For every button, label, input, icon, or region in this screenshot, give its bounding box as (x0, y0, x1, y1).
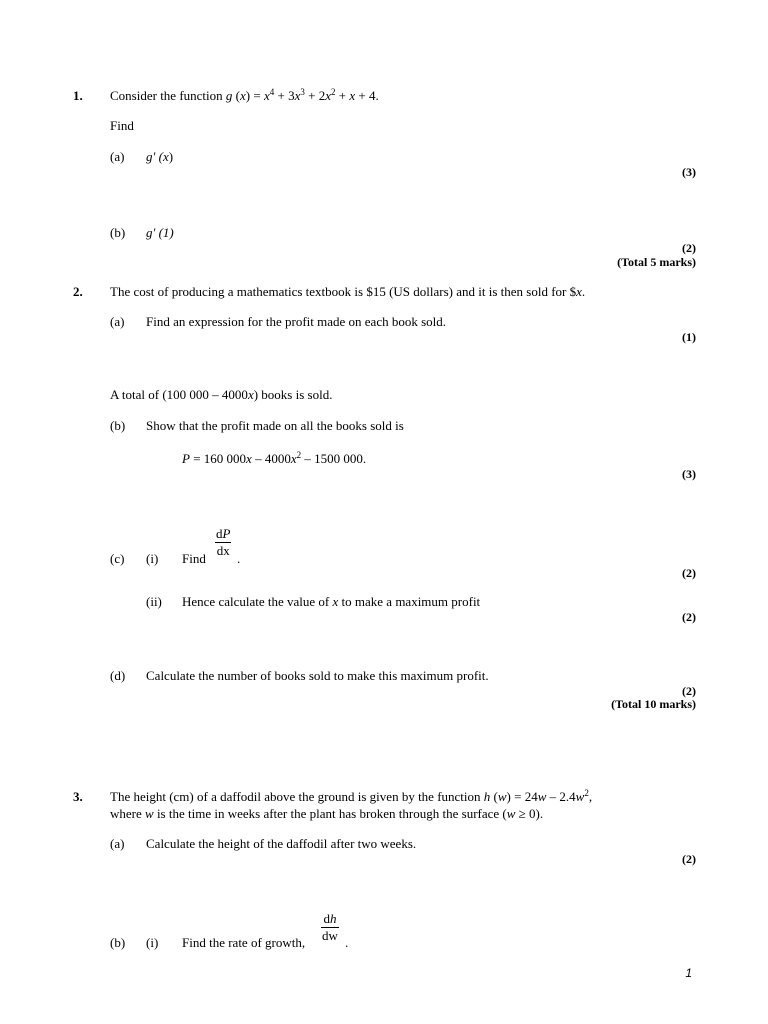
q2-cii-text: Hence calculate the value of x to make a maximum profit (182, 594, 481, 609)
q2-cii-marks: (2) (682, 610, 696, 624)
q3-dh-dw-fraction (321, 911, 339, 944)
q2-ci-marks: (2) (682, 566, 696, 580)
page-number: 1 (685, 966, 692, 980)
q2-ci-label: (i) (146, 551, 159, 566)
q2-a-text: Find an expression for the profit made on each book sold. (146, 314, 447, 329)
q1-b-label: (b) (110, 225, 126, 240)
q3-bi-end: . (345, 935, 349, 950)
q2-d-text: Calculate the number of books sold to make this maximum profit. (146, 668, 489, 683)
q2-number: 2. (73, 284, 83, 299)
q2-b-text: Show that the profit made on all the books sold is (146, 418, 404, 433)
q1-b-marks: (2) (682, 241, 696, 255)
q2-d-label: (d) (110, 668, 126, 683)
q1-intro: Consider the function g $(x) = x^4 + 3x^3 + 2x^2 + x + 4$. (110, 87, 379, 103)
fraction-denominator: dw (322, 928, 338, 943)
q2-b-marks: (3) (682, 467, 696, 481)
q3-a-marks: (2) (682, 852, 696, 866)
q1-b-text: g′ (1) (146, 225, 174, 240)
q3-line2: where w is the time in weeks after the plant has broken through the surface (w ≥ 0). (110, 806, 544, 821)
q2-ci-end: . (237, 551, 241, 566)
q2-total: (Total 10 marks) (611, 697, 696, 711)
q3-bi-label: (i) (146, 935, 159, 950)
q1-a-text: g′ (x) (146, 149, 174, 164)
q1-find: Find (110, 118, 134, 133)
q1-a-label: (a) (110, 149, 125, 164)
q1-total: (Total 5 marks) (617, 255, 696, 269)
q2-a-marks: (1) (682, 330, 696, 344)
fraction-numerator: dh (321, 911, 339, 928)
q2-ci-text: Find (182, 551, 206, 566)
fraction-denominator: dx (216, 543, 230, 558)
q3-a-label: (a) (110, 836, 125, 851)
fraction-numerator: dP (216, 526, 231, 541)
q3-bi-text: Find the rate of growth, (182, 935, 306, 950)
q2-dP-dx-fraction (215, 526, 231, 559)
q3-line1: The height (cm) of a daffodil above the ground is given by the function h $(w) = 24w - 2.4w^2$, (110, 788, 593, 804)
q2-a-label: (a) (110, 314, 125, 329)
q2-profit-formula: P = 160 $000x - 4000x^2 - 1500$ 000. (182, 450, 367, 466)
q3-number: 3. (73, 789, 83, 804)
q2-cii-label: (ii) (146, 594, 162, 609)
q2-total-sold-text: A total of (100 000 – 4000x) books is sold. (110, 387, 333, 402)
q3-a-text: Calculate the height of the daffodil after two weeks. (146, 836, 417, 851)
q2-b-label: (b) (110, 418, 126, 433)
q2-d-marks: (2) (682, 684, 696, 698)
q3-b-label: (b) (110, 935, 126, 950)
q2-intro: The cost of producing a mathematics textbook is $15 (US dollars) and it is then sold for $x. (110, 284, 586, 299)
q1-number: 1. (73, 88, 83, 103)
q2-c-label: (c) (110, 551, 125, 566)
q1-a-marks: (3) (682, 165, 696, 179)
